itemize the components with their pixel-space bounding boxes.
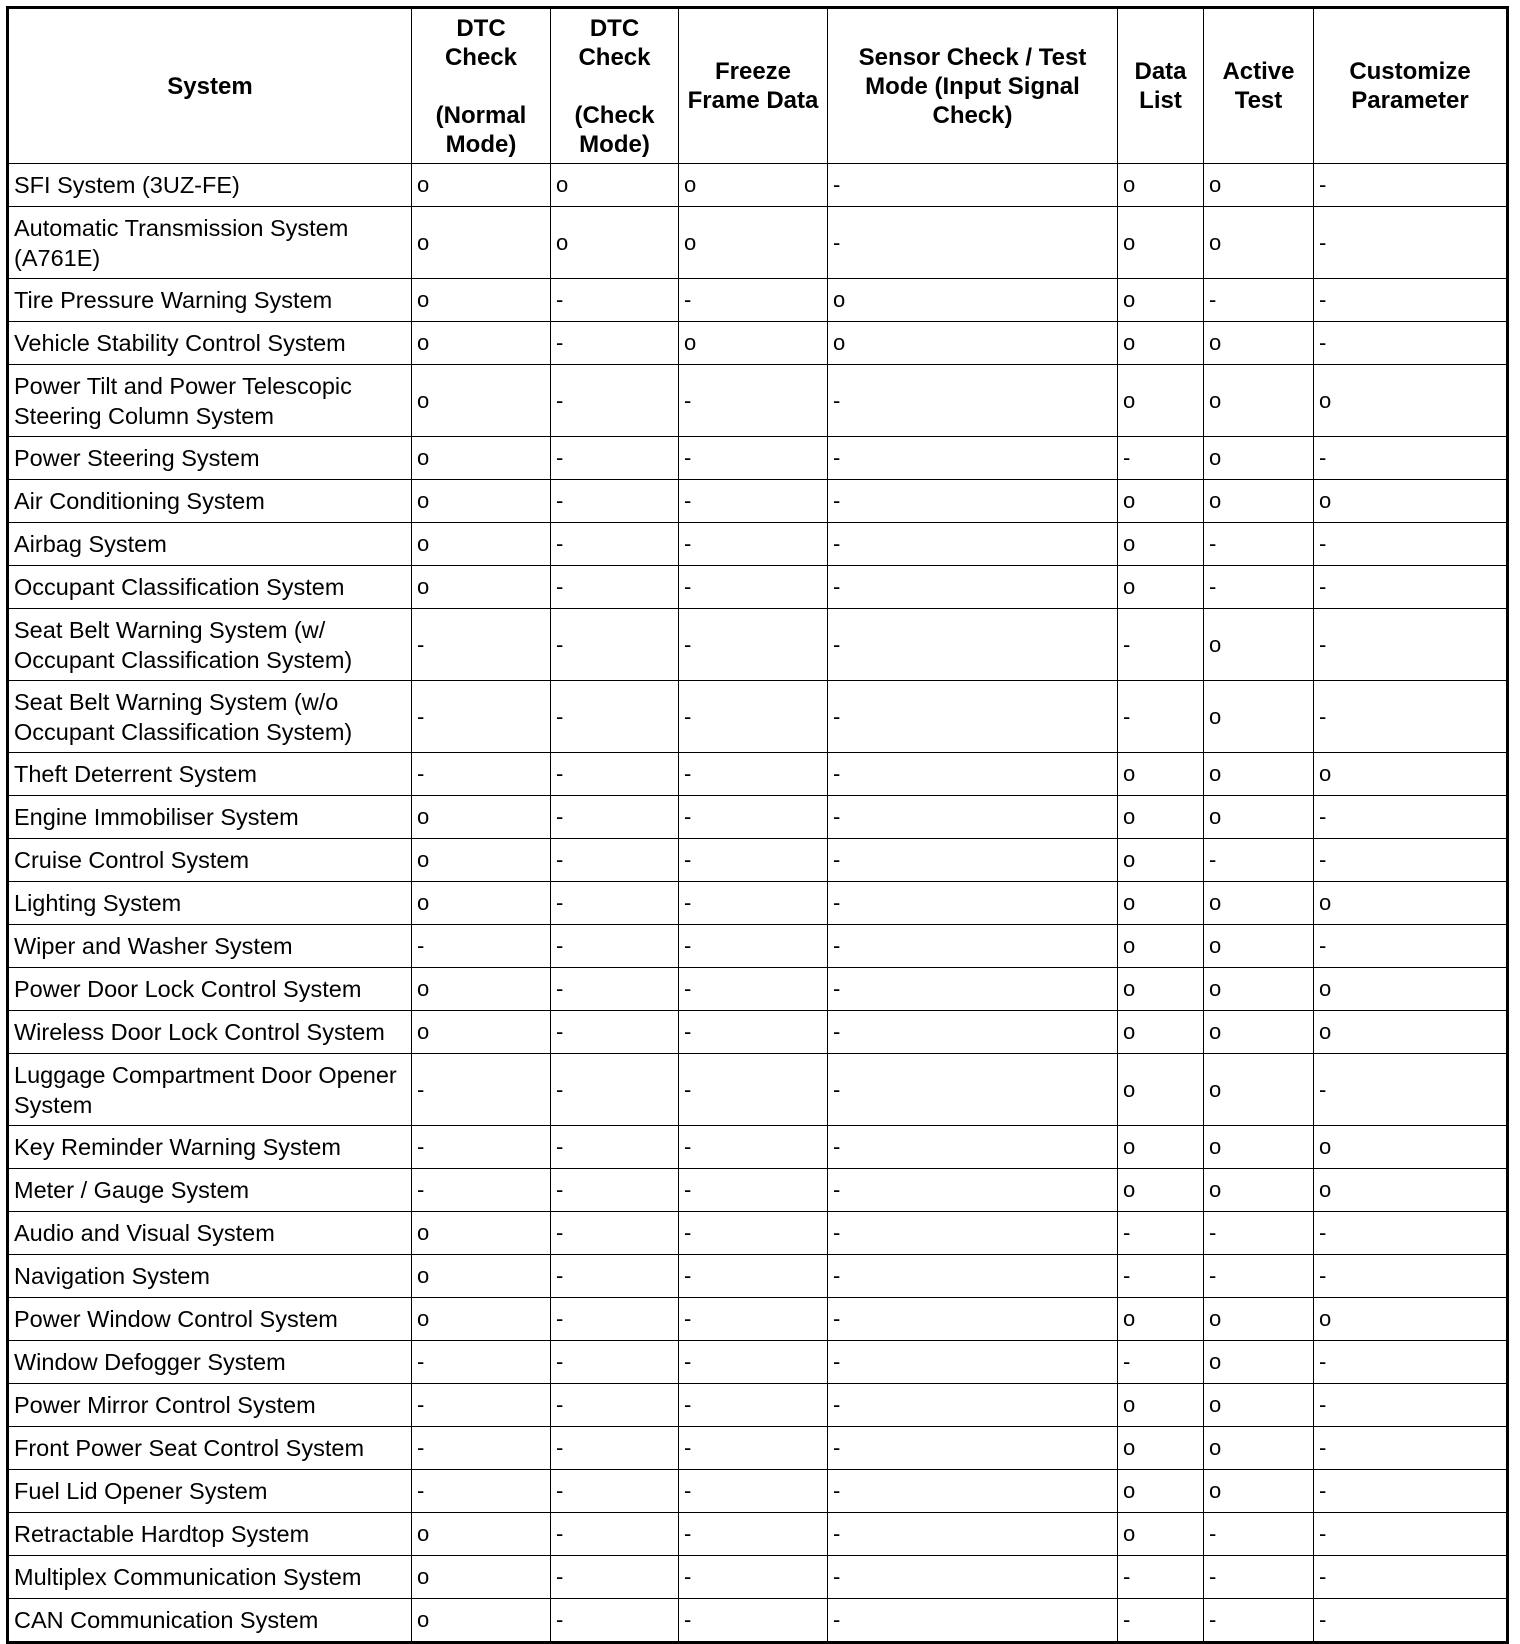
customize-cell: -: [1314, 1255, 1508, 1298]
customize-cell: -: [1314, 566, 1508, 609]
sensor-check-cell: -: [828, 609, 1118, 681]
sensor-check-cell: -: [828, 1341, 1118, 1384]
table-row: [8, 164, 1508, 207]
sensor-check-cell: -: [828, 437, 1118, 480]
data-list-cell: -: [1118, 609, 1204, 681]
column-header-dtc-check: DTC Check (Check Mode): [551, 8, 679, 164]
data-list-cell: o: [1118, 968, 1204, 1011]
data-list-cell: -: [1118, 1255, 1204, 1298]
customize-cell: o: [1314, 968, 1508, 1011]
table-row: [8, 279, 1508, 322]
sensor-check-cell: -: [828, 164, 1118, 207]
table-row: [8, 1513, 1508, 1556]
customize-cell: o: [1314, 480, 1508, 523]
dtc-check-cell: -: [551, 1384, 679, 1427]
column-header-system: System: [8, 8, 412, 164]
dtc-check-cell: -: [551, 1599, 679, 1643]
dtc-normal-cell: -: [412, 925, 551, 968]
data-list-cell: o: [1118, 925, 1204, 968]
active-test-cell: -: [1204, 1599, 1314, 1643]
active-test-cell: -: [1204, 1255, 1314, 1298]
freeze-frame-cell: -: [679, 681, 828, 753]
sensor-check-cell: -: [828, 1470, 1118, 1513]
system-name-cell: Vehicle Stability Control System: [8, 322, 412, 365]
sensor-check-cell: -: [828, 1255, 1118, 1298]
data-list-cell: -: [1118, 1599, 1204, 1643]
system-name-cell: Audio and Visual System: [8, 1212, 412, 1255]
data-list-cell: o: [1118, 279, 1204, 322]
sensor-check-cell: -: [828, 566, 1118, 609]
sensor-check-cell: -: [828, 365, 1118, 437]
freeze-frame-cell: -: [679, 609, 828, 681]
data-list-cell: o: [1118, 164, 1204, 207]
data-list-cell: o: [1118, 839, 1204, 882]
data-list-cell: o: [1118, 1011, 1204, 1054]
freeze-frame-cell: -: [679, 1470, 828, 1513]
table-row: [8, 882, 1508, 925]
data-list-cell: o: [1118, 322, 1204, 365]
dtc-check-cell: -: [551, 566, 679, 609]
system-name-cell: Fuel Lid Opener System: [8, 1470, 412, 1513]
dtc-normal-cell: -: [412, 681, 551, 753]
dtc-check-cell: -: [551, 1255, 679, 1298]
table-row: [8, 753, 1508, 796]
sensor-check-cell: -: [828, 1513, 1118, 1556]
sensor-check-cell: -: [828, 480, 1118, 523]
customize-cell: -: [1314, 1470, 1508, 1513]
table-row: [8, 1169, 1508, 1212]
data-list-cell: o: [1118, 1054, 1204, 1126]
data-list-cell: o: [1118, 1513, 1204, 1556]
active-test-cell: o: [1204, 207, 1314, 279]
customize-cell: -: [1314, 207, 1508, 279]
dtc-check-cell: -: [551, 480, 679, 523]
sensor-check-cell: -: [828, 523, 1118, 566]
customize-cell: o: [1314, 365, 1508, 437]
freeze-frame-cell: -: [679, 1556, 828, 1599]
system-name-cell: Engine Immobiliser System: [8, 796, 412, 839]
active-test-cell: o: [1204, 1126, 1314, 1169]
customize-cell: o: [1314, 1298, 1508, 1341]
dtc-normal-cell: o: [412, 365, 551, 437]
table-row: [8, 1126, 1508, 1169]
customize-cell: o: [1314, 1169, 1508, 1212]
dtc-normal-cell: o: [412, 164, 551, 207]
table-row: [8, 968, 1508, 1011]
customize-cell: o: [1314, 1126, 1508, 1169]
freeze-frame-cell: -: [679, 1599, 828, 1643]
customize-cell: -: [1314, 1556, 1508, 1599]
freeze-frame-cell: -: [679, 1384, 828, 1427]
active-test-cell: o: [1204, 681, 1314, 753]
system-name-cell: Automatic Transmission System (A761E): [8, 207, 412, 279]
active-test-cell: o: [1204, 164, 1314, 207]
system-name-cell: Wireless Door Lock Control System: [8, 1011, 412, 1054]
freeze-frame-cell: o: [679, 322, 828, 365]
table-row: [8, 207, 1508, 279]
system-name-cell: Seat Belt Warning System (w/o Occupant Classification System): [8, 681, 412, 753]
active-test-cell: o: [1204, 480, 1314, 523]
sensor-check-cell: o: [828, 322, 1118, 365]
table-row: [8, 1011, 1508, 1054]
customize-cell: -: [1314, 1054, 1508, 1126]
sensor-check-cell: -: [828, 968, 1118, 1011]
customize-cell: -: [1314, 523, 1508, 566]
table-row: [8, 566, 1508, 609]
dtc-check-cell: -: [551, 1470, 679, 1513]
dtc-check-cell: -: [551, 839, 679, 882]
dtc-check-cell: -: [551, 1427, 679, 1470]
active-test-cell: o: [1204, 1011, 1314, 1054]
data-list-cell: o: [1118, 1169, 1204, 1212]
dtc-normal-cell: o: [412, 796, 551, 839]
active-test-cell: -: [1204, 523, 1314, 566]
data-list-cell: o: [1118, 1298, 1204, 1341]
table-row: [8, 1556, 1508, 1599]
data-list-cell: o: [1118, 753, 1204, 796]
freeze-frame-cell: -: [679, 365, 828, 437]
table-row: [8, 322, 1508, 365]
customize-cell: -: [1314, 322, 1508, 365]
data-list-cell: o: [1118, 1470, 1204, 1513]
sensor-check-cell: -: [828, 681, 1118, 753]
system-name-cell: Wiper and Washer System: [8, 925, 412, 968]
customize-cell: -: [1314, 925, 1508, 968]
active-test-cell: o: [1204, 1427, 1314, 1470]
freeze-frame-cell: -: [679, 279, 828, 322]
active-test-cell: o: [1204, 437, 1314, 480]
dtc-check-cell: -: [551, 437, 679, 480]
dtc-check-cell: o: [551, 164, 679, 207]
dtc-normal-cell: o: [412, 437, 551, 480]
customize-cell: -: [1314, 1599, 1508, 1643]
sensor-check-cell: -: [828, 1427, 1118, 1470]
dtc-check-cell: -: [551, 279, 679, 322]
system-name-cell: Tire Pressure Warning System: [8, 279, 412, 322]
system-name-cell: SFI System (3UZ-FE): [8, 164, 412, 207]
active-test-cell: o: [1204, 1470, 1314, 1513]
sensor-check-cell: -: [828, 882, 1118, 925]
dtc-normal-cell: -: [412, 753, 551, 796]
dtc-check-cell: -: [551, 1298, 679, 1341]
dtc-normal-cell: o: [412, 1513, 551, 1556]
system-name-cell: Power Steering System: [8, 437, 412, 480]
header-row: [8, 8, 1508, 164]
dtc-check-cell: -: [551, 925, 679, 968]
system-name-cell: Theft Deterrent System: [8, 753, 412, 796]
dtc-normal-cell: -: [412, 1169, 551, 1212]
customize-cell: -: [1314, 1384, 1508, 1427]
active-test-cell: -: [1204, 1513, 1314, 1556]
sensor-check-cell: -: [828, 796, 1118, 839]
active-test-cell: o: [1204, 322, 1314, 365]
freeze-frame-cell: -: [679, 1513, 828, 1556]
column-header-freeze-frame: Freeze Frame Data: [679, 8, 828, 164]
data-list-cell: o: [1118, 480, 1204, 523]
system-name-cell: Meter / Gauge System: [8, 1169, 412, 1212]
dtc-check-cell: -: [551, 523, 679, 566]
data-list-cell: o: [1118, 1427, 1204, 1470]
freeze-frame-cell: -: [679, 1341, 828, 1384]
table-row: [8, 681, 1508, 753]
freeze-frame-cell: -: [679, 1212, 828, 1255]
dtc-check-cell: -: [551, 753, 679, 796]
system-name-cell: Occupant Classification System: [8, 566, 412, 609]
table-row: [8, 796, 1508, 839]
dtc-normal-cell: o: [412, 523, 551, 566]
dtc-check-cell: -: [551, 681, 679, 753]
freeze-frame-cell: -: [679, 523, 828, 566]
sensor-check-cell: -: [828, 925, 1118, 968]
system-name-cell: Air Conditioning System: [8, 480, 412, 523]
customize-cell: -: [1314, 839, 1508, 882]
table-row: [8, 523, 1508, 566]
freeze-frame-cell: -: [679, 882, 828, 925]
freeze-frame-cell: -: [679, 925, 828, 968]
column-header-sensor-check: Sensor Check / Test Mode (Input Signal Check): [828, 8, 1118, 164]
dtc-normal-cell: o: [412, 566, 551, 609]
active-test-cell: -: [1204, 839, 1314, 882]
system-name-cell: Power Door Lock Control System: [8, 968, 412, 1011]
active-test-cell: o: [1204, 1341, 1314, 1384]
system-name-cell: Luggage Compartment Door Opener System: [8, 1054, 412, 1126]
system-name-cell: Multiplex Communication System: [8, 1556, 412, 1599]
sensor-check-cell: -: [828, 1169, 1118, 1212]
column-header-dtc-normal: DTC Check (Normal Mode): [412, 8, 551, 164]
data-list-cell: -: [1118, 1556, 1204, 1599]
dtc-check-cell: -: [551, 882, 679, 925]
dtc-normal-cell: o: [412, 839, 551, 882]
customize-cell: -: [1314, 609, 1508, 681]
dtc-normal-cell: o: [412, 882, 551, 925]
system-name-cell: Cruise Control System: [8, 839, 412, 882]
dtc-check-cell: -: [551, 1011, 679, 1054]
customize-cell: -: [1314, 437, 1508, 480]
dtc-normal-cell: o: [412, 1599, 551, 1643]
dtc-check-cell: o: [551, 207, 679, 279]
sensor-check-cell: -: [828, 753, 1118, 796]
dtc-normal-cell: o: [412, 322, 551, 365]
table-row: [8, 1255, 1508, 1298]
freeze-frame-cell: -: [679, 437, 828, 480]
table-row: [8, 1212, 1508, 1255]
data-list-cell: o: [1118, 566, 1204, 609]
table-row: [8, 1384, 1508, 1427]
sensor-check-cell: -: [828, 839, 1118, 882]
system-name-cell: Power Window Control System: [8, 1298, 412, 1341]
freeze-frame-cell: -: [679, 796, 828, 839]
dtc-normal-cell: -: [412, 1341, 551, 1384]
active-test-cell: -: [1204, 1212, 1314, 1255]
sensor-check-cell: -: [828, 1011, 1118, 1054]
table-row: [8, 1341, 1508, 1384]
sensor-check-cell: -: [828, 1599, 1118, 1643]
active-test-cell: o: [1204, 1169, 1314, 1212]
data-list-cell: o: [1118, 796, 1204, 839]
dtc-check-cell: -: [551, 796, 679, 839]
freeze-frame-cell: -: [679, 1054, 828, 1126]
table-row: [8, 1470, 1508, 1513]
data-list-cell: o: [1118, 1126, 1204, 1169]
customize-cell: -: [1314, 164, 1508, 207]
active-test-cell: o: [1204, 753, 1314, 796]
active-test-cell: o: [1204, 1054, 1314, 1126]
table-row: [8, 365, 1508, 437]
column-header-data-list: Data List: [1118, 8, 1204, 164]
table-row: [8, 1599, 1508, 1643]
dtc-check-cell: -: [551, 968, 679, 1011]
freeze-frame-cell: -: [679, 968, 828, 1011]
table-row: [8, 1427, 1508, 1470]
active-test-cell: -: [1204, 1556, 1314, 1599]
table-row: [8, 1298, 1508, 1341]
active-test-cell: o: [1204, 609, 1314, 681]
data-list-cell: o: [1118, 523, 1204, 566]
system-name-cell: Power Mirror Control System: [8, 1384, 412, 1427]
sensor-check-cell: -: [828, 1126, 1118, 1169]
freeze-frame-cell: -: [679, 566, 828, 609]
sensor-check-cell: -: [828, 1384, 1118, 1427]
dtc-check-cell: -: [551, 1126, 679, 1169]
data-list-cell: o: [1118, 365, 1204, 437]
freeze-frame-cell: -: [679, 480, 828, 523]
data-list-cell: o: [1118, 207, 1204, 279]
dtc-check-cell: -: [551, 609, 679, 681]
dtc-check-cell: -: [551, 1556, 679, 1599]
customize-cell: -: [1314, 1427, 1508, 1470]
freeze-frame-cell: -: [679, 839, 828, 882]
system-name-cell: Front Power Seat Control System: [8, 1427, 412, 1470]
dtc-normal-cell: o: [412, 1556, 551, 1599]
customize-cell: o: [1314, 753, 1508, 796]
customize-cell: o: [1314, 882, 1508, 925]
table-header: [8, 8, 1508, 164]
column-header-active-test: Active Test: [1204, 8, 1314, 164]
dtc-check-cell: -: [551, 322, 679, 365]
table-row: [8, 839, 1508, 882]
freeze-frame-cell: o: [679, 207, 828, 279]
customize-cell: -: [1314, 1212, 1508, 1255]
dtc-normal-cell: o: [412, 1255, 551, 1298]
customize-cell: -: [1314, 681, 1508, 753]
freeze-frame-cell: -: [679, 1255, 828, 1298]
active-test-cell: o: [1204, 968, 1314, 1011]
dtc-check-cell: -: [551, 1212, 679, 1255]
dtc-normal-cell: o: [412, 968, 551, 1011]
freeze-frame-cell: -: [679, 1169, 828, 1212]
system-name-cell: Seat Belt Warning System (w/ Occupant Classification System): [8, 609, 412, 681]
sensor-check-cell: o: [828, 279, 1118, 322]
active-test-cell: o: [1204, 1384, 1314, 1427]
active-test-cell: o: [1204, 1298, 1314, 1341]
freeze-frame-cell: -: [679, 753, 828, 796]
customize-cell: -: [1314, 1341, 1508, 1384]
active-test-cell: o: [1204, 796, 1314, 839]
freeze-frame-cell: -: [679, 1011, 828, 1054]
customize-cell: o: [1314, 1011, 1508, 1054]
data-list-cell: o: [1118, 882, 1204, 925]
active-test-cell: o: [1204, 365, 1314, 437]
table-row: [8, 609, 1508, 681]
active-test-cell: -: [1204, 566, 1314, 609]
system-name-cell: Lighting System: [8, 882, 412, 925]
sensor-check-cell: -: [828, 1054, 1118, 1126]
dtc-check-cell: -: [551, 1169, 679, 1212]
dtc-normal-cell: o: [412, 1011, 551, 1054]
freeze-frame-cell: o: [679, 164, 828, 207]
dtc-normal-cell: o: [412, 207, 551, 279]
table-body: [8, 164, 1508, 1643]
data-list-cell: o: [1118, 1384, 1204, 1427]
dtc-normal-cell: o: [412, 279, 551, 322]
table-row: [8, 1054, 1508, 1126]
dtc-normal-cell: o: [412, 1212, 551, 1255]
dtc-check-cell: -: [551, 1513, 679, 1556]
table-row: [8, 480, 1508, 523]
sensor-check-cell: -: [828, 1298, 1118, 1341]
system-name-cell: Airbag System: [8, 523, 412, 566]
data-list-cell: -: [1118, 1212, 1204, 1255]
system-name-cell: Navigation System: [8, 1255, 412, 1298]
table-row: [8, 437, 1508, 480]
freeze-frame-cell: -: [679, 1427, 828, 1470]
data-list-cell: -: [1118, 437, 1204, 480]
dtc-normal-cell: -: [412, 609, 551, 681]
dtc-normal-cell: -: [412, 1427, 551, 1470]
dtc-normal-cell: o: [412, 480, 551, 523]
system-name-cell: Key Reminder Warning System: [8, 1126, 412, 1169]
freeze-frame-cell: -: [679, 1126, 828, 1169]
dtc-normal-cell: o: [412, 1298, 551, 1341]
dtc-normal-cell: -: [412, 1470, 551, 1513]
system-name-cell: CAN Communication System: [8, 1599, 412, 1643]
sensor-check-cell: -: [828, 207, 1118, 279]
dtc-normal-cell: -: [412, 1126, 551, 1169]
data-list-cell: -: [1118, 681, 1204, 753]
sensor-check-cell: -: [828, 1556, 1118, 1599]
dtc-check-cell: -: [551, 1341, 679, 1384]
dtc-check-cell: -: [551, 365, 679, 437]
system-name-cell: Retractable Hardtop System: [8, 1513, 412, 1556]
customize-cell: -: [1314, 796, 1508, 839]
active-test-cell: o: [1204, 882, 1314, 925]
diagnosis-function-table: [6, 6, 1509, 1644]
column-header-customize: Customize Parameter: [1314, 8, 1508, 164]
table-row: [8, 925, 1508, 968]
system-name-cell: Power Tilt and Power Telescopic Steering Column System: [8, 365, 412, 437]
system-name-cell: Window Defogger System: [8, 1341, 412, 1384]
dtc-normal-cell: -: [412, 1054, 551, 1126]
customize-cell: -: [1314, 1513, 1508, 1556]
freeze-frame-cell: -: [679, 1298, 828, 1341]
active-test-cell: o: [1204, 925, 1314, 968]
active-test-cell: -: [1204, 279, 1314, 322]
customize-cell: -: [1314, 279, 1508, 322]
dtc-check-cell: -: [551, 1054, 679, 1126]
dtc-normal-cell: -: [412, 1384, 551, 1427]
data-list-cell: -: [1118, 1341, 1204, 1384]
sensor-check-cell: -: [828, 1212, 1118, 1255]
